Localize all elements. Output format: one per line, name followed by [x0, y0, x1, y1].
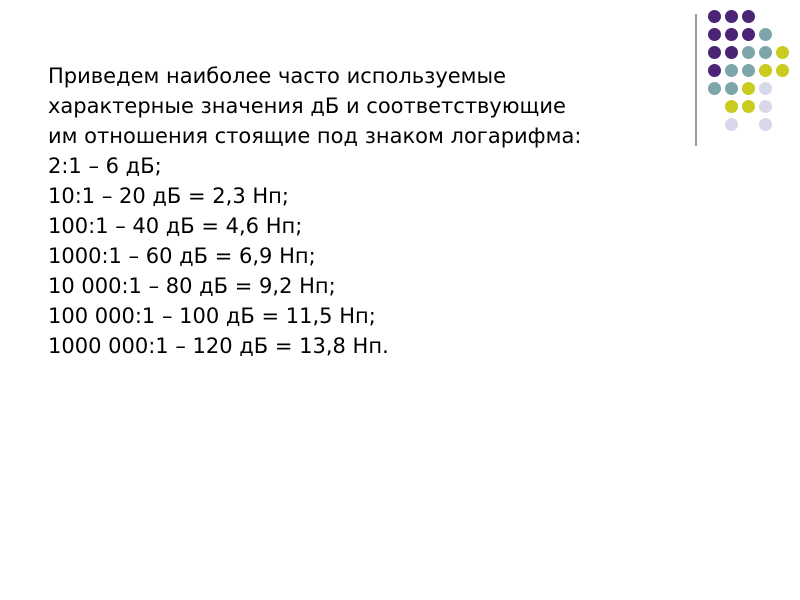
decorative-dot [725, 100, 738, 113]
decorative-dot [742, 10, 755, 23]
decorative-dot [708, 10, 721, 23]
decorative-dot [725, 64, 738, 77]
decorative-dot [708, 82, 721, 95]
decorative-dot [725, 82, 738, 95]
decorative-dot [759, 28, 772, 41]
decorative-dot [742, 82, 755, 95]
slide-text [48, 61, 678, 361]
decorative-dot-grid [708, 10, 790, 136]
ratio-line-2-1: 2:1 – 6 дБ; [48, 154, 162, 178]
decorative-dot [759, 100, 772, 113]
ratio-line-100000-1: 100 000:1 – 100 дБ = 11,5 Нп; [48, 304, 376, 328]
decorative-dot [759, 118, 772, 131]
decorative-dot [742, 28, 755, 41]
decorative-dot [708, 46, 721, 59]
ratio-line-1000000-1: 1000 000:1 – 120 дБ = 13,8 Нп. [48, 334, 389, 358]
decorative-dot [725, 28, 738, 41]
ratio-line-1000-1: 1000:1 – 60 дБ = 6,9 Нп; [48, 244, 316, 268]
decorative-dot [708, 64, 721, 77]
paragraph-line-2: характерные значения дБ и соответствующие [48, 94, 566, 118]
decorative-dot [776, 64, 789, 77]
vertical-divider [695, 14, 697, 146]
ratio-line-100-1: 100:1 – 40 дБ = 4,6 Нп; [48, 214, 303, 238]
decorative-dot [708, 28, 721, 41]
decorative-dot [759, 82, 772, 95]
ratio-line-10000-1: 10 000:1 – 80 дБ = 9,2 Нп; [48, 274, 336, 298]
decorative-dot [742, 64, 755, 77]
decorative-dot [759, 46, 772, 59]
decorative-dot [759, 64, 772, 77]
decorative-dot [742, 100, 755, 113]
paragraph-line-3: им отношения стоящие под знаком логарифма: [48, 124, 582, 148]
decorative-dot [725, 46, 738, 59]
decorative-dot [742, 46, 755, 59]
decorative-dot [776, 46, 789, 59]
decorative-dot [725, 118, 738, 131]
ratio-line-10-1: 10:1 – 20 дБ = 2,3 Нп; [48, 184, 289, 208]
decorative-dot [725, 10, 738, 23]
paragraph-line-1: Приведем наиболее часто используемые [48, 64, 507, 88]
